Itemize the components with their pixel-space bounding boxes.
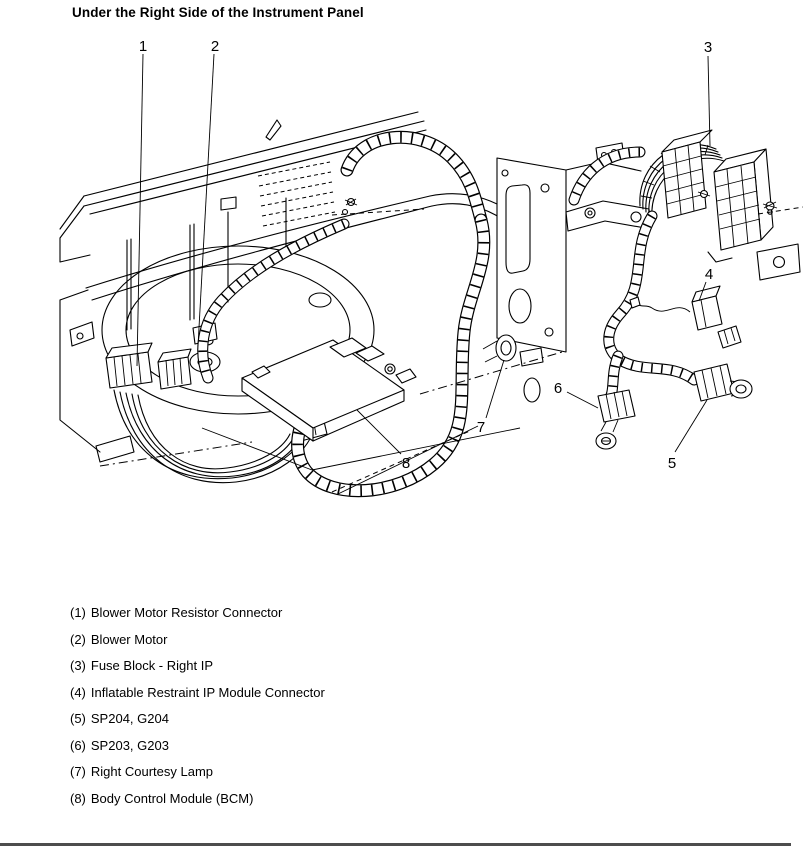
- legend-item-2: [70, 627, 325, 654]
- legend: [70, 600, 325, 812]
- legend-item-number: (7): [70, 764, 86, 779]
- callout-3: 3: [703, 39, 713, 56]
- callout-8: 8: [401, 455, 411, 472]
- legend-item-6: [70, 733, 325, 760]
- legend-item-number: (6): [70, 737, 86, 753]
- inflatable-restraint-connector: [692, 286, 741, 348]
- legend-item-8: [70, 786, 325, 813]
- callout-5: 5: [667, 455, 677, 472]
- legend-item-label: SP204, G204: [90, 711, 169, 726]
- courtesy-lamp: [483, 335, 516, 362]
- legend-item-label: SP203, G203: [90, 737, 169, 753]
- legend-item-5: [70, 706, 325, 733]
- callout-leader-lines: [137, 54, 710, 494]
- legend-item-number: (2): [70, 631, 86, 647]
- panel-grille: [258, 162, 335, 226]
- legend-item-label: Fuse Block - Right IP: [90, 658, 213, 673]
- legend-item-label: Blower Motor: [90, 631, 168, 647]
- callout-2: 2: [210, 38, 220, 55]
- legend-item-number: (5): [70, 711, 86, 726]
- legend-item-3: [70, 653, 325, 680]
- legend-item-label: Inflatable Restraint IP Module Connector: [90, 684, 325, 700]
- sp204-g204-connector: [694, 364, 752, 401]
- legend-item-1: [70, 600, 325, 627]
- legend-item-number: (4): [70, 684, 86, 700]
- bottom-rule: [0, 843, 791, 846]
- callout-1: 1: [138, 38, 148, 55]
- legend-item-label: Right Courtesy Lamp: [90, 764, 214, 779]
- legend-item-7: [70, 759, 325, 786]
- legend-item-4: [70, 680, 325, 707]
- legend-item-label: Blower Motor Resistor Connector: [90, 605, 283, 620]
- callout-7: 7: [476, 419, 486, 436]
- legend-item-label: Body Control Module (BCM): [90, 790, 254, 806]
- callout-6: 6: [553, 380, 563, 397]
- callout-4: 4: [704, 266, 714, 283]
- legend-item-number: (3): [70, 658, 86, 673]
- wiring-harness: [203, 137, 484, 490]
- legend-item-number: (1): [70, 605, 86, 620]
- legend-item-number: (8): [70, 790, 86, 806]
- sp203-g203-connector: [596, 390, 635, 449]
- right-harness-branch: [596, 216, 752, 449]
- page-title: Under the Right Side of the Instrument Panel: [72, 5, 364, 20]
